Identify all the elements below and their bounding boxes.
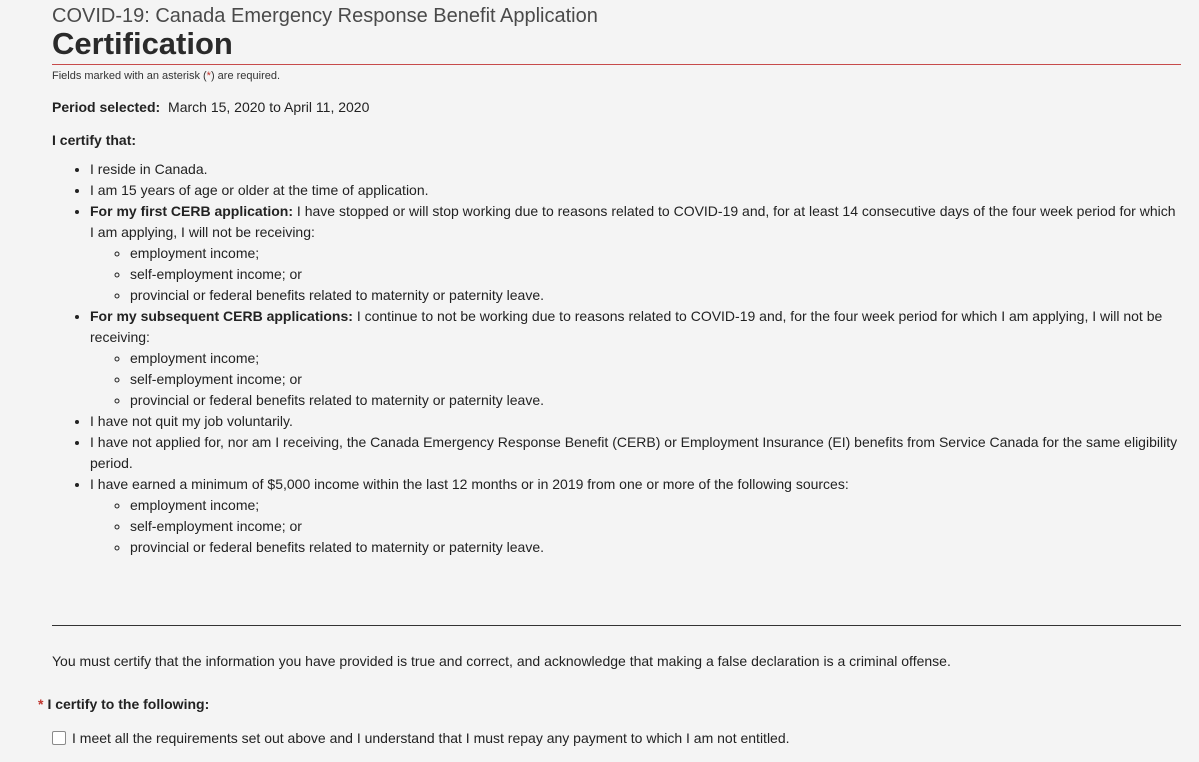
- sub-list-item: ◦ provincial or federal benefits related to maternity or paternity leave.: [130, 537, 1181, 558]
- certify-checkbox-label[interactable]: I meet all the requirements set out above and I understand that I must repay any payment to which I am not entitled.: [72, 730, 790, 746]
- list-item: [90, 159, 1181, 180]
- period-value: March 15, 2020 to April 11, 2020: [168, 99, 370, 115]
- page-supertitle: COVID-19: Canada Emergency Response Benefit Application: [52, 5, 598, 27]
- list-item: [90, 180, 1181, 201]
- sub-list-item: ◦ employment income;: [130, 495, 1181, 516]
- period-label: Period selected:: [52, 99, 161, 115]
- sub-list: [90, 243, 1181, 306]
- sub-list: [90, 348, 1181, 411]
- list-item-text: I have not applied for, nor am I receiving, the Canada Emergency Response Benefit (CERB) or Employment Insurance (EI) benefits from Service Canada for the same eligibility period.: [90, 434, 1178, 471]
- sub-list-item: ◦ self-employment income; or: [130, 264, 1181, 285]
- sub-list-item: ◦ provincial or federal benefits related to maternity or paternity leave.: [130, 285, 1181, 306]
- certify-checkbox-row[interactable]: [52, 729, 790, 747]
- required-fields-note: [52, 69, 1181, 83]
- title-divider: [52, 64, 1181, 65]
- list-item: [90, 474, 1181, 558]
- list-item-text: I am 15 years of age or older at the time of application.: [90, 182, 429, 198]
- sub-list-item: ◦ provincial or federal benefits related to maternity or paternity leave.: [130, 390, 1181, 411]
- certify-field-label: [38, 695, 209, 713]
- period-selected: [52, 98, 1181, 116]
- certify-heading: I certify that:: [52, 132, 137, 148]
- certification-page: [52, 0, 1181, 558]
- list-item-text: I have earned a minimum of $5,000 income within the last 12 months or in 2019 from one or more of the following sources:: [90, 476, 849, 492]
- list-item-bold-lead: For my subsequent CERB applications:: [90, 308, 353, 324]
- required-asterisk: *: [206, 70, 211, 82]
- list-item: [90, 306, 1181, 411]
- list-item-text: I have not quit my job voluntarily.: [90, 413, 293, 429]
- required-note-text-before: Fields marked with an asterisk (: [52, 70, 207, 82]
- required-asterisk: *: [38, 696, 44, 712]
- list-item-text: I continue to not be working due to reasons related to COVID-19 and, for the four week period for which I am applying, I will not be receiving:: [90, 308, 1163, 345]
- sub-list-item: ◦ employment income;: [130, 348, 1181, 369]
- list-item: [90, 432, 1181, 474]
- list-item-text: I have stopped or will stop working due to reasons related to COVID-19 and, for at least 14 consecutive days of the four week period for which I am applying, I will not be receiving:: [90, 203, 1176, 240]
- sub-list: [90, 495, 1181, 558]
- sub-list-item: ◦ self-employment income; or: [130, 516, 1181, 537]
- certify-checkbox[interactable]: [52, 731, 66, 745]
- page-title: Certification: [52, 26, 233, 61]
- sub-list-item: ◦ employment income;: [130, 243, 1181, 264]
- list-item-text: I reside in Canada.: [90, 161, 208, 177]
- sub-list-item: ◦ self-employment income; or: [130, 369, 1181, 390]
- certify-field-label-text: I certify to the following:: [47, 696, 210, 712]
- certification-list: [52, 159, 1181, 558]
- required-note-text-after: ) are required.: [210, 70, 281, 82]
- list-item: [90, 411, 1181, 432]
- list-item-bold-lead: For my first CERB application:: [90, 203, 294, 219]
- section-divider: [52, 625, 1181, 626]
- declaration-text: You must certify that the information you have provided is true and correct, and acknowledge that making a false declaration is a criminal offense.: [52, 653, 951, 669]
- list-item: [90, 201, 1181, 306]
